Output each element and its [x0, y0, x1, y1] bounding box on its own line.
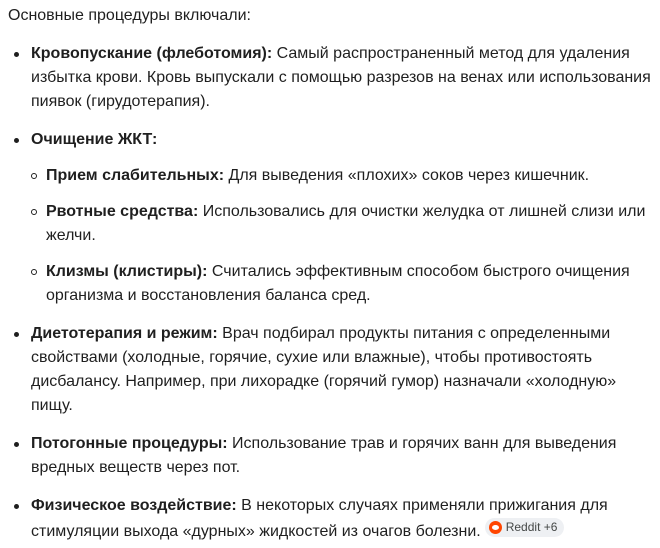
intro-text: Основные процедуры включали:: [8, 7, 251, 24]
item-text: Врач подбирал продукты питания с определенными свойствами (холодные, горячие, сухие или влажные), чтобы противостоять дисбалансу. Например, при лихорадке (горячий гумор) назначали «холодную» пищу.: [31, 325, 617, 414]
sub-item-title: Прием слабительных:: [46, 167, 225, 184]
list-item: [8, 42, 660, 114]
sub-list-item: [31, 164, 660, 188]
list-item: [8, 432, 660, 480]
item-text: В некоторых случаях применяли прижигания для стимуляции выхода «дурных» жидкостей из очагов болезни.: [31, 497, 608, 540]
sub-item-text: Использовались для очистки желудка от лишней слизи или желчи.: [46, 203, 646, 244]
item-title: Очищение ЖКТ:: [31, 131, 158, 148]
item-title: Потогонные процедуры:: [31, 435, 228, 452]
procedures-list: [8, 42, 660, 544]
item-title: Кровопускание (флеботомия):: [31, 45, 273, 62]
sub-list: [31, 164, 660, 308]
reddit-icon: [489, 521, 502, 534]
item-text: Использование трав и горячих ванн для выведения вредных веществ через пот.: [31, 435, 617, 476]
sub-item-text: Считались эффективным способом быстрого очищения организма и восстановления баланса сред.: [46, 263, 630, 304]
sub-list-item: [31, 200, 660, 248]
item-title: Диетотерапия и режим:: [31, 325, 218, 342]
list-item: [8, 128, 660, 308]
item-title: Физическое воздействие:: [31, 497, 237, 514]
item-text: Самый распространенный метод для удаления избытка крови. Кровь выпускали с помощью разрезов на венах или использования пиявок (гирудотерапия).: [31, 45, 651, 110]
sub-item-text: Для выведения «плохих» соков через кишечник.: [224, 167, 590, 184]
sub-list-item: [31, 260, 660, 308]
sub-item-title: Клизмы (клистиры):: [46, 263, 208, 280]
sub-item-title: Рвотные средства:: [46, 203, 199, 220]
source-chip-label: Reddit +6: [505, 520, 558, 534]
list-item: [8, 494, 660, 544]
list-item: [8, 322, 660, 418]
source-chip[interactable]: [485, 518, 565, 537]
